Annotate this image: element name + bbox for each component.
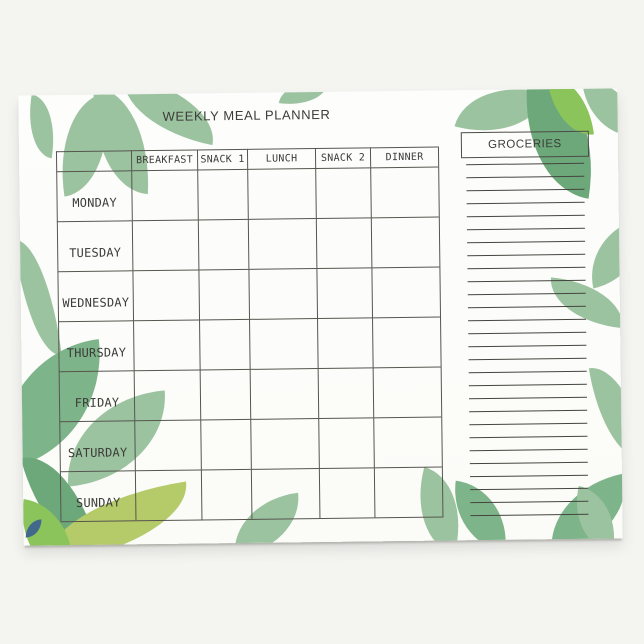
grocery-line: [467, 254, 585, 256]
meal-cell: [317, 317, 373, 368]
grocery-line: [469, 410, 587, 412]
grocery-line: [470, 449, 588, 451]
meal-cell: [198, 269, 249, 320]
grocery-line: [469, 397, 587, 399]
grocery-line: [469, 371, 587, 373]
meal-cell: [371, 217, 440, 268]
meal-cell: [131, 169, 198, 220]
meal-cell: [315, 167, 371, 218]
column-header-breakfast: BREAKFAST: [131, 149, 197, 170]
column-header-dinner: DINNER: [370, 147, 438, 168]
grocery-line: [467, 228, 585, 230]
day-label-friday: FRIDAY: [59, 370, 135, 421]
meal-cell: [373, 417, 442, 468]
meal-cell: [201, 469, 252, 520]
day-label-monday: MONDAY: [56, 170, 132, 221]
grocery-line: [468, 332, 586, 334]
meal-cell: [133, 319, 200, 370]
grocery-line: [470, 475, 588, 477]
meal-cell: [248, 218, 317, 269]
grocery-line: [467, 202, 585, 204]
meal-cell: [200, 419, 251, 470]
grocery-line: [466, 163, 584, 165]
grocery-line: [467, 215, 585, 217]
meal-cell: [134, 369, 201, 420]
meal-cell: [197, 169, 248, 220]
planner-grid: [56, 147, 444, 523]
meal-cell: [372, 317, 441, 368]
table-corner-cell: [56, 150, 131, 171]
grocery-line: [466, 176, 584, 178]
meal-cell: [247, 168, 316, 219]
grocery-line: [468, 319, 586, 321]
grocery-line: [468, 345, 586, 347]
grocery-line: [469, 384, 587, 386]
printed-content: [18, 88, 622, 545]
meal-cell: [251, 468, 320, 519]
meal-cell: [132, 219, 199, 270]
grocery-line: [469, 423, 587, 425]
meal-cell: [200, 369, 251, 420]
meal-cell: [250, 368, 319, 419]
grocery-line: [470, 488, 588, 490]
grocery-line: [470, 462, 588, 464]
grocery-line: [470, 501, 588, 503]
meal-cell: [319, 467, 375, 518]
meal-cell: [132, 269, 199, 320]
column-header-snack-2: SNACK 2: [315, 147, 370, 168]
meal-cell: [135, 469, 202, 520]
grocery-line: [468, 280, 586, 282]
meal-cell: [134, 419, 201, 470]
grocery-line: [468, 306, 586, 308]
day-label-sunday: SUNDAY: [60, 470, 136, 521]
meal-cell: [198, 219, 249, 270]
meal-cell: [373, 367, 442, 418]
notepad-page: [18, 88, 622, 545]
meal-cell: [199, 319, 250, 370]
day-label-wednesday: WEDNESDAY: [57, 270, 133, 321]
column-header-snack-1: SNACK 1: [197, 149, 247, 170]
groceries-header-box: [461, 131, 589, 159]
meal-cell: [371, 267, 440, 318]
grocery-line: [470, 514, 588, 516]
grocery-line: [468, 293, 586, 295]
meal-cell: [370, 167, 439, 218]
grocery-line: [469, 436, 587, 438]
day-label-tuesday: TUESDAY: [57, 220, 133, 271]
meal-cell: [374, 467, 443, 518]
meal-cell: [318, 417, 374, 468]
grocery-line: [467, 267, 585, 269]
meal-cell: [316, 217, 372, 268]
groceries-title: GROCERIES: [488, 138, 562, 151]
page-title: WEEKLY MEAL PLANNER: [162, 106, 331, 124]
meal-cell: [248, 268, 317, 319]
meal-cell: [318, 367, 374, 418]
meal-cell: [250, 418, 319, 469]
grocery-line: [467, 241, 585, 243]
day-label-thursday: THURSDAY: [58, 320, 134, 371]
grocery-line: [469, 358, 587, 360]
day-label-saturday: SATURDAY: [59, 420, 135, 471]
column-header-lunch: LUNCH: [247, 148, 315, 169]
meal-cell: [316, 267, 372, 318]
meal-cell: [249, 318, 318, 369]
grocery-line: [466, 189, 584, 191]
grocery-lines: [466, 163, 588, 528]
